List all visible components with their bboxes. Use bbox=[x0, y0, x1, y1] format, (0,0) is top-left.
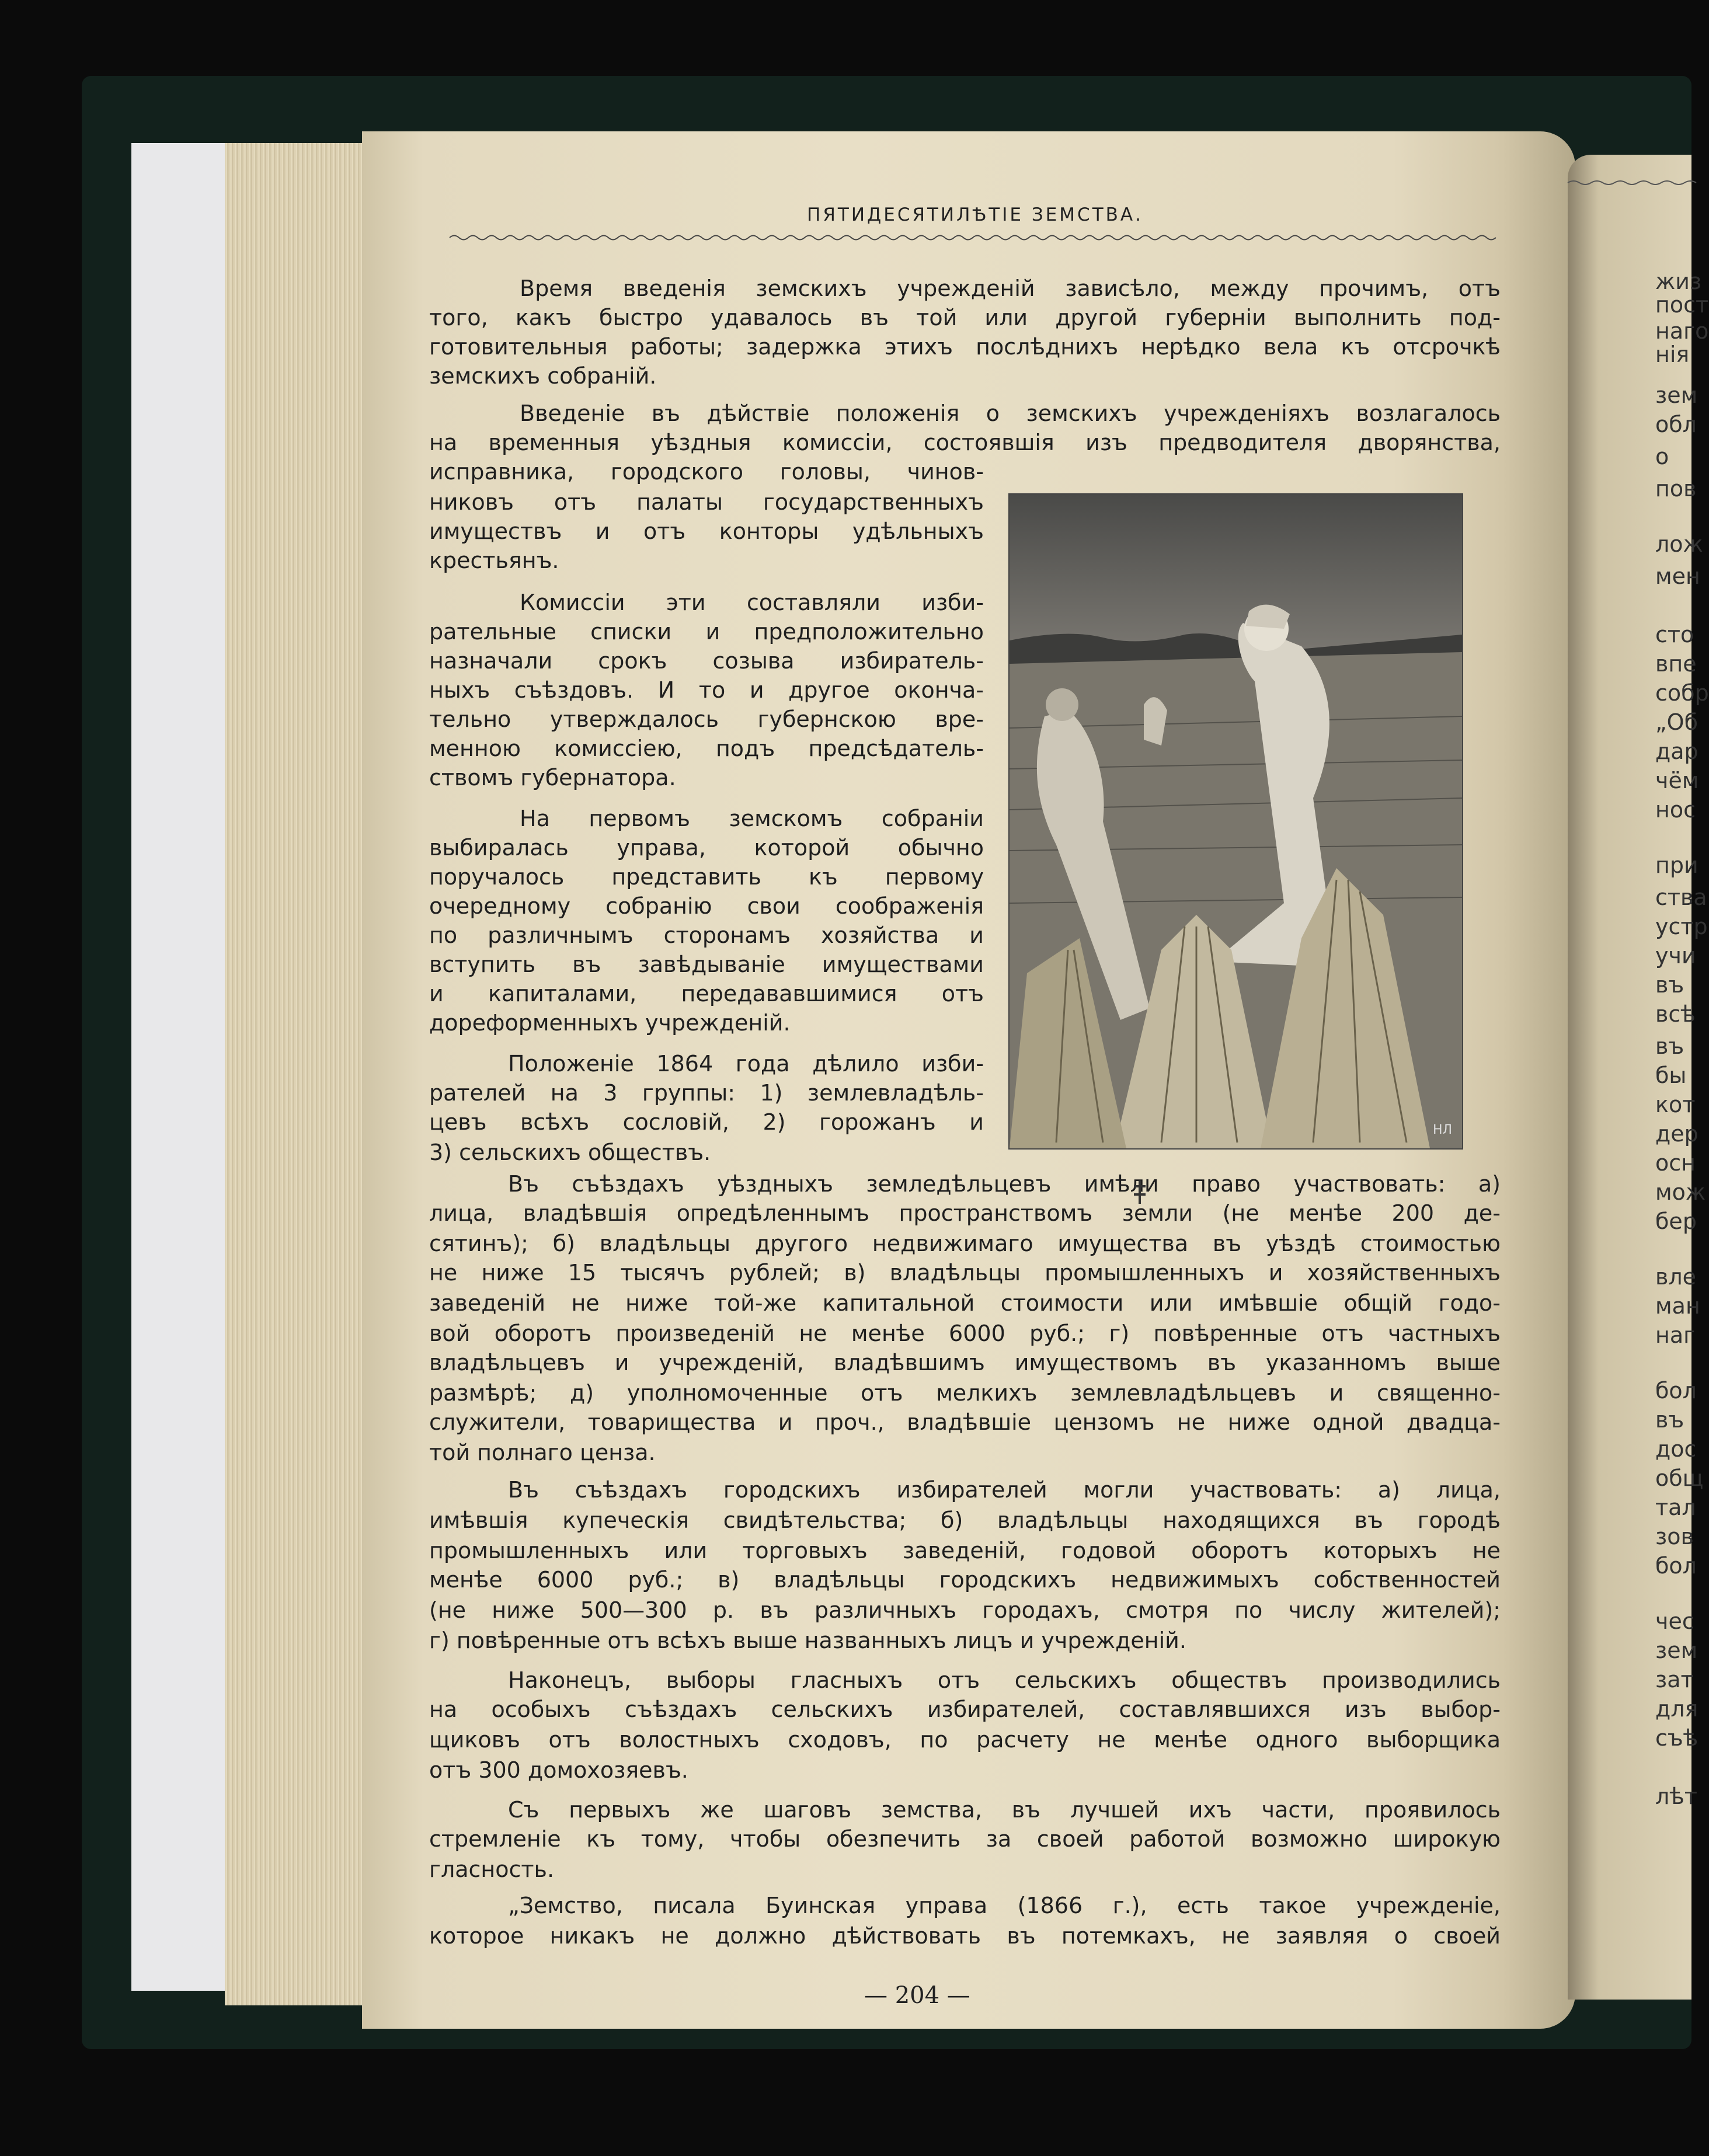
text-line: лица, владѣвшія опредѣленнымъ пространствомъ земли (не менѣе 200 де- bbox=[429, 1200, 1501, 1226]
facing-page-line: всѣ bbox=[1655, 1001, 1696, 1027]
text-line: Въ съѣздахъ городскихъ избирателей могли участвовать: а) лица, bbox=[508, 1477, 1501, 1503]
facing-page-line: мен bbox=[1655, 563, 1700, 589]
facing-page-line: пов bbox=[1655, 476, 1697, 501]
text-line: размѣрѣ; д) уполномоченные отъ мелкихъ землевладѣльцевъ и священно- bbox=[429, 1380, 1501, 1406]
facing-page-line: ства bbox=[1655, 884, 1707, 910]
facing-page-line: сто bbox=[1655, 622, 1694, 647]
facing-page-line: для bbox=[1655, 1696, 1698, 1722]
text-line: менѣе 6000 руб.; в) владѣльцы городскихъ недвижимыхъ собственностей bbox=[429, 1567, 1501, 1593]
text-line: Въ съѣздахъ уѣздныхъ земледѣльцевъ имѣли право участвовать: а) bbox=[508, 1171, 1501, 1197]
text-line: владѣльцевъ и учрежденій, владѣвшимъ имуществомъ въ указанномъ выше bbox=[429, 1350, 1501, 1375]
facing-page-line: чём bbox=[1655, 768, 1699, 793]
text-line: того, какъ быстро удавалось въ той или другой губерніи выполнить под- bbox=[429, 305, 1501, 330]
text-line: Наконецъ, выборы гласныхъ отъ сельскихъ обществъ производились bbox=[508, 1667, 1501, 1693]
running-header: ПЯТИДЕСЯТИЛѢТІЕ ЗЕМСТВА. bbox=[807, 204, 1143, 225]
facing-page-line: лѣт bbox=[1655, 1784, 1697, 1809]
text-line: и капиталами, передававшимися отъ bbox=[429, 981, 984, 1006]
facing-page-line: наг bbox=[1655, 1322, 1696, 1348]
facing-page-line: устр bbox=[1655, 914, 1708, 939]
text-line: промышленныхъ или торговыхъ заведеній, годовой оборотъ которыхъ не bbox=[429, 1538, 1501, 1563]
text-line: „Земство, писала Буинская управа (1866 г.), есть такое учрежденіе, bbox=[508, 1893, 1501, 1918]
text-line: отъ 300 домохозяевъ. bbox=[429, 1757, 688, 1783]
text-line: рателей на 3 группы: 1) землевладѣль- bbox=[429, 1080, 984, 1106]
facing-page-line: кот bbox=[1655, 1092, 1696, 1117]
facing-page-line: тал bbox=[1655, 1495, 1696, 1520]
facing-page-line: вле bbox=[1655, 1264, 1697, 1290]
text-line: крестьянъ. bbox=[429, 548, 559, 573]
facing-page-line: бы bbox=[1655, 1063, 1687, 1088]
text-line: гласность. bbox=[429, 1857, 555, 1882]
facing-page-line: нос bbox=[1655, 797, 1696, 823]
facing-page-line: бол bbox=[1655, 1553, 1697, 1579]
text-line: цевъ всѣхъ сословій, 2) горожанъ и bbox=[429, 1109, 984, 1135]
illustration-signature: НЛ bbox=[1433, 1123, 1453, 1137]
facing-page bbox=[1568, 155, 1709, 2000]
text-line: На первомъ земскомъ собраніи bbox=[520, 806, 984, 831]
text-line: на особыхъ съѣздахъ сельскихъ избирателей, составлявшихся изъ выбор- bbox=[429, 1697, 1501, 1722]
facing-page-line: зем bbox=[1655, 1638, 1698, 1663]
facing-page-line: зов bbox=[1655, 1524, 1694, 1549]
text-line: сятинъ); б) владѣльцы другого недвижимаго имущества въ уѣздѣ стоимостью bbox=[429, 1231, 1501, 1256]
text-line: тельно утверждалось губернскою вре- bbox=[429, 706, 984, 732]
facing-page-line: зем bbox=[1655, 382, 1698, 408]
header-ornament bbox=[450, 232, 1501, 243]
facing-page-line: въ bbox=[1655, 1407, 1684, 1433]
text-line: не ниже 15 тысячъ рублей; в) владѣльцы промышленныхъ и хозяйственныхъ bbox=[429, 1260, 1501, 1286]
text-line: г) повѣренные отъ всѣхъ выше названныхъ лицъ и учрежденій. bbox=[429, 1628, 1186, 1653]
facing-page-line: осн bbox=[1655, 1150, 1696, 1176]
text-line: никовъ отъ палаты государственныхъ bbox=[429, 489, 984, 515]
facing-page-line: лож bbox=[1655, 531, 1703, 557]
text-line: на временныя уѣздныя комиссіи, состоявшія изъ предводителя дворянства, bbox=[429, 430, 1501, 455]
dagger-mark-icon bbox=[1127, 1179, 1153, 1205]
text-line: стремленіе къ тому, чтобы обезпечить за своей работой возможно широкую bbox=[429, 1826, 1501, 1852]
facing-page-line: пост bbox=[1655, 292, 1709, 318]
text-line: заведеній не ниже той-же капитальной стоимости или имѣвшіе общій годо- bbox=[429, 1290, 1501, 1316]
text-line: 3) сельскихъ обществъ. bbox=[429, 1140, 711, 1165]
facing-page-line: зат bbox=[1655, 1667, 1694, 1692]
text-line: той полнаго ценза. bbox=[429, 1440, 656, 1465]
text-line: (не ниже 500—300 р. въ различныхъ городахъ, смотря по числу жителей); bbox=[429, 1597, 1501, 1623]
facing-page-line: ман bbox=[1655, 1293, 1700, 1319]
text-line: которое никакъ не должно дѣйствовать въ потемкахъ, не заявляя о своей bbox=[429, 1923, 1501, 1949]
text-line: выбиралась управа, которой обычно bbox=[429, 835, 984, 861]
facing-page-line: въ bbox=[1655, 972, 1684, 998]
facing-page-line: собр bbox=[1655, 680, 1709, 706]
text-line: вой оборотъ произведеній не менѣе 6000 руб.; г) повѣренные отъ частныхъ bbox=[429, 1321, 1501, 1346]
text-line: очередному собранію свои соображенія bbox=[429, 893, 984, 919]
facing-page-line: „Об bbox=[1655, 709, 1698, 735]
text-line: Введеніе въ дѣйствіе положенія о земскихъ учрежденіяхъ возлагалось bbox=[520, 400, 1501, 426]
text-line: ствомъ губернатора. bbox=[429, 765, 676, 790]
harvest-illustration bbox=[1008, 493, 1463, 1150]
text-line: поручалось представить къ первому bbox=[429, 864, 984, 890]
text-line: готовительныя работы; задержка этихъ послѣднихъ нерѣдко вела къ отсрочкѣ bbox=[429, 334, 1501, 360]
facing-page-line: обл bbox=[1655, 412, 1697, 437]
facing-page-line: общ bbox=[1655, 1465, 1704, 1491]
facing-page-line: дар bbox=[1655, 739, 1698, 764]
page-block-side bbox=[131, 143, 231, 1991]
facing-page-line: учи bbox=[1655, 943, 1696, 969]
text-line: по различнымъ сторонамъ хозяйства и bbox=[429, 922, 984, 948]
facing-page-line: бер bbox=[1655, 1208, 1697, 1234]
text-line: рательные списки и предположительно bbox=[429, 619, 984, 645]
text-line: назначали срокъ созыва избиратель- bbox=[429, 648, 984, 674]
text-line: дореформенныхъ учрежденій. bbox=[429, 1010, 791, 1036]
facing-page-line: дер bbox=[1655, 1121, 1698, 1147]
facing-page-line: при bbox=[1655, 852, 1698, 878]
facing-page-line: бол bbox=[1655, 1378, 1697, 1403]
facing-page-line: жиз bbox=[1655, 269, 1702, 294]
page-edges bbox=[225, 143, 368, 2005]
text-line: Съ первыхъ же шаговъ земства, въ лучшей ихъ части, проявилось bbox=[508, 1797, 1501, 1823]
facing-page-line: съѣ bbox=[1655, 1725, 1698, 1751]
text-line: Комиссіи эти составляли изби- bbox=[520, 590, 984, 615]
facing-page-line: о bbox=[1655, 444, 1669, 469]
text-line: менною комиссіею, подъ предсѣдатель- bbox=[429, 736, 984, 761]
text-line: имѣвшія купеческія свидѣтельства; б) владѣльцы находящихся въ городѣ bbox=[429, 1507, 1501, 1533]
facing-page-line: нія bbox=[1655, 342, 1690, 367]
facing-page-line: чес bbox=[1655, 1608, 1694, 1634]
facing-page-line: наго bbox=[1655, 318, 1709, 344]
facing-page-line: въ bbox=[1655, 1033, 1684, 1059]
text-line: ныхъ съѣздовъ. И то и другое оконча- bbox=[429, 677, 984, 703]
text-line: имуществъ и отъ конторы удѣльныхъ bbox=[429, 518, 984, 544]
facing-page-line: мож bbox=[1655, 1179, 1706, 1205]
text-line: щиковъ отъ волостныхъ сходовъ, по расчету не менѣе одного выборщика bbox=[429, 1727, 1501, 1753]
text-line: исправника, городского головы, чинов- bbox=[429, 459, 984, 485]
facing-page-line: дос bbox=[1655, 1436, 1697, 1462]
facing-page-header-ornament bbox=[1568, 178, 1691, 187]
page-number: — 204 — bbox=[864, 1982, 970, 2009]
text-line: земскихъ собраній. bbox=[429, 363, 657, 389]
facing-page-line: впе bbox=[1655, 651, 1697, 677]
text-line: Время введенія земскихъ учрежденій зависѣло, между прочимъ, отъ bbox=[520, 276, 1501, 301]
text-line: служители, товарищества и проч., владѣвшіе цензомъ не ниже одной двадца- bbox=[429, 1409, 1501, 1435]
text-line: вступить въ завѣдываніе имуществами bbox=[429, 952, 984, 977]
text-line: Положеніе 1864 года дѣлило изби- bbox=[508, 1051, 984, 1077]
